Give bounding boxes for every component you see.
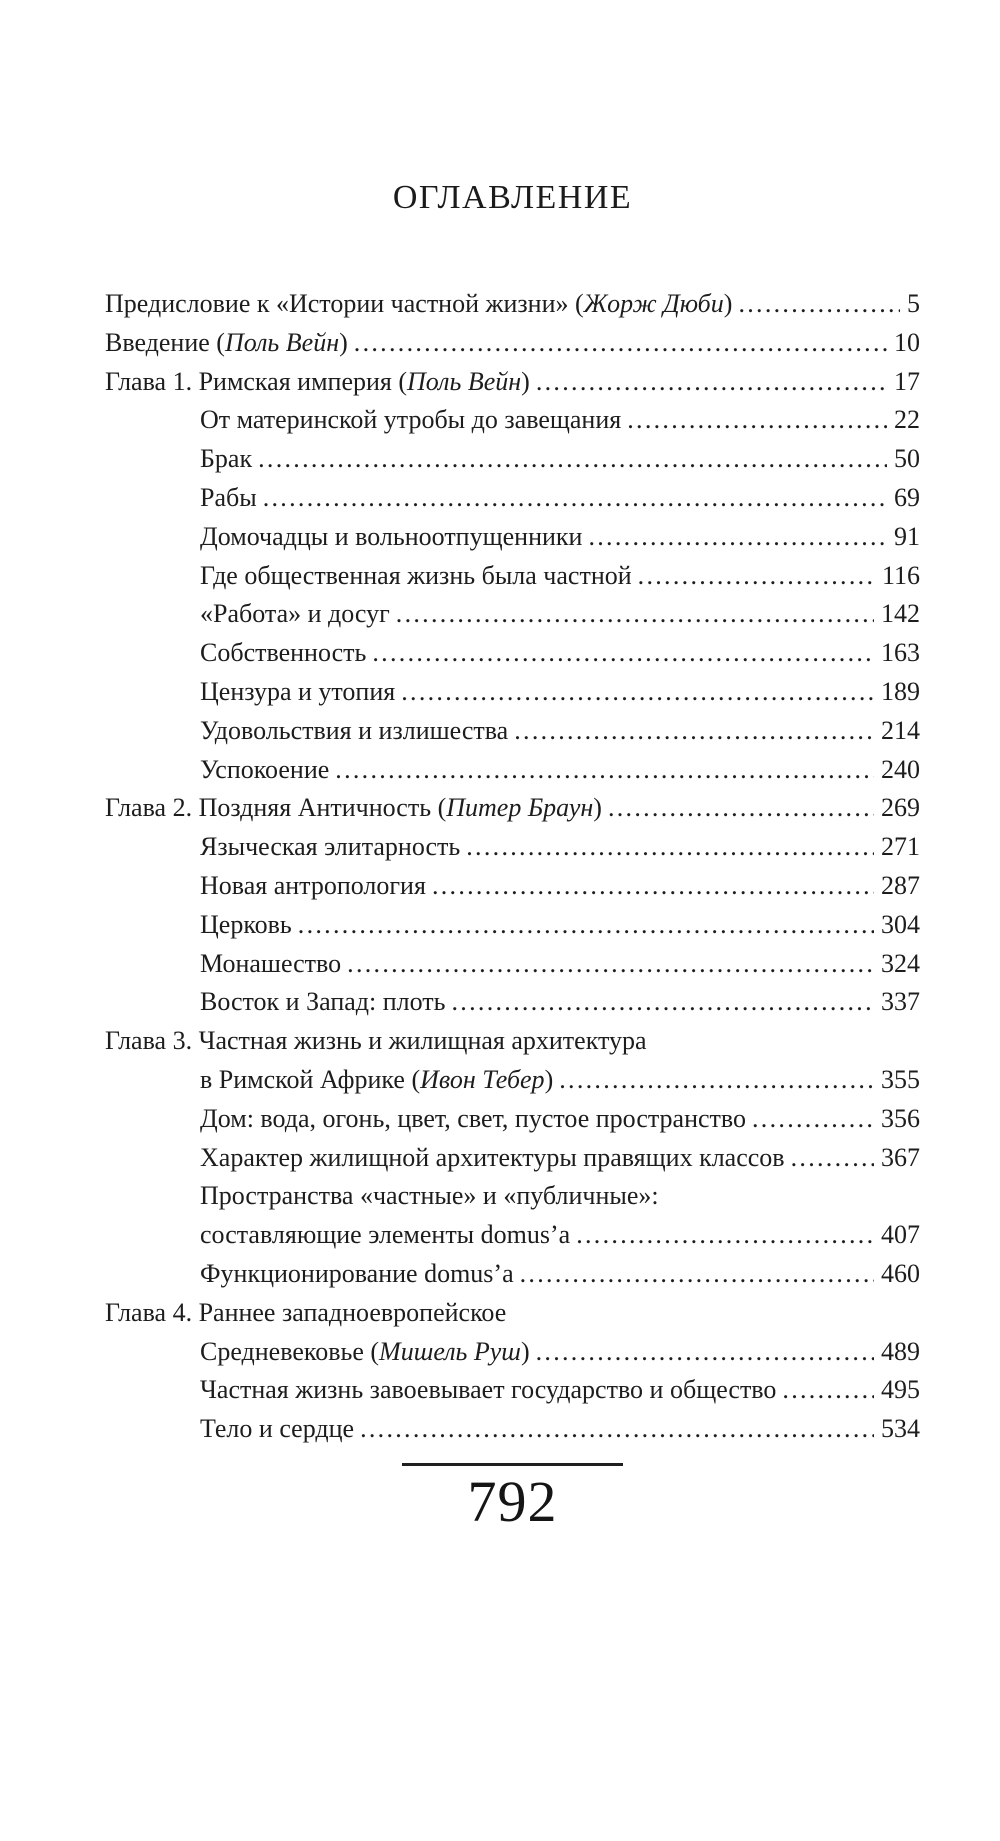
toc-entry-label (200, 634, 366, 673)
toc-entry-text: Глава 2. Поздняя Античность ( (105, 793, 447, 823)
toc-entry-label (105, 1022, 647, 1061)
toc-entry-label (200, 906, 292, 945)
toc-entry-text: Рабы (200, 482, 257, 512)
toc-page-number: 271 (881, 832, 920, 862)
toc-row (105, 1294, 920, 1333)
toc-entry-label (200, 673, 395, 712)
dot-leader (347, 945, 874, 984)
book-page (0, 181, 1000, 1841)
page-footer (105, 1463, 920, 1534)
toc-entry-text: Где общественная жизнь была частной (200, 560, 632, 590)
toc-entry-label (200, 401, 621, 440)
toc-page-number: 163 (881, 638, 920, 668)
toc-row (105, 518, 920, 557)
toc-row (105, 324, 920, 363)
toc-entry-label (105, 324, 348, 363)
toc-page-number: 324 (881, 948, 920, 978)
toc-entry-text: ) (544, 1064, 554, 1094)
toc-row (105, 1255, 920, 1294)
toc-row (105, 1139, 920, 1178)
toc-page-number: 240 (881, 754, 920, 784)
toc-entry-text: Церковь (200, 909, 292, 939)
dot-leader (738, 285, 900, 324)
toc-page-number: 10 (894, 327, 920, 357)
dot-leader (520, 1255, 874, 1294)
toc-row (105, 751, 920, 790)
toc-page-number: 142 (881, 599, 920, 629)
toc-entry-text: ) (593, 793, 602, 823)
toc-entry-text: ) (339, 327, 348, 357)
toc-entry-label (200, 828, 460, 867)
footer-page-number: 792 (467, 1468, 558, 1534)
toc-page-number: 355 (881, 1064, 920, 1094)
toc-row (105, 440, 920, 479)
toc-entry-text: ) (520, 1336, 530, 1366)
toc-row (105, 1061, 920, 1100)
toc-row (105, 557, 920, 596)
toc-row (105, 1371, 920, 1410)
toc-page-number: 407 (881, 1220, 920, 1250)
dot-leader (608, 789, 874, 828)
toc-entry-label (200, 945, 341, 984)
dot-leader (360, 1410, 874, 1449)
toc-page-number: 189 (881, 676, 920, 706)
toc-page-number: 489 (881, 1336, 920, 1366)
toc-entry-text: Глава 3. Частная жизнь и жилищная архитектура (105, 1026, 647, 1056)
toc-entry-text: Средневековье ( (200, 1336, 380, 1366)
toc-page-number: 17 (894, 366, 920, 396)
toc-row (105, 1216, 920, 1255)
toc-entry-label (105, 789, 602, 828)
toc-row (105, 983, 920, 1022)
toc-entry-text: Характер жилищной архитектуры правящих классов (200, 1142, 785, 1172)
toc-entry-text: Дом: вода, огонь, цвет, свет, пустое пространство (200, 1103, 746, 1133)
toc-row (105, 789, 920, 828)
toc-entry-label (200, 1333, 530, 1372)
toc-page-number: 91 (894, 521, 920, 551)
toc-row (105, 712, 920, 751)
toc-row (105, 1100, 920, 1139)
toc-entry-label (200, 595, 390, 634)
toc-row (105, 479, 920, 518)
toc-author-name: Мишель Руш (379, 1336, 521, 1366)
toc-entry-label (200, 518, 582, 557)
toc-page-number: 116 (881, 560, 920, 590)
dot-leader (588, 518, 887, 557)
toc-entry-text: Цензура и утопия (200, 676, 396, 706)
toc-page-number: 269 (881, 793, 920, 823)
dot-leader (263, 479, 887, 518)
toc-entry-label (200, 440, 252, 479)
toc-entry-text: Собственность (200, 638, 367, 668)
toc-row (105, 673, 920, 712)
toc-entry-text: Тело и сердце (200, 1414, 355, 1444)
footer-divider (402, 1463, 623, 1466)
toc-entry-label (200, 1255, 514, 1294)
dot-leader (559, 1061, 874, 1100)
toc-entry-text: Языческая элитарность (200, 832, 461, 862)
dot-leader (335, 751, 874, 790)
toc-entry-text: Глава 4. Раннее западноевропейское (105, 1297, 507, 1327)
toc-entry-label (200, 1139, 785, 1178)
dot-leader (354, 324, 887, 363)
toc-entry-text: Монашество (200, 948, 342, 978)
toc-row (105, 1177, 920, 1216)
toc-row (105, 867, 920, 906)
toc-entry-text: в Римской Африке ( (200, 1064, 421, 1094)
toc-entry-text: Введение ( (105, 327, 225, 357)
toc-list (105, 285, 920, 1449)
toc-page-number: 214 (881, 715, 920, 745)
dot-leader (372, 634, 874, 673)
toc-entry-label (200, 867, 426, 906)
dot-leader (627, 401, 887, 440)
toc-row (105, 595, 920, 634)
dot-leader (396, 595, 874, 634)
toc-entry-label (200, 1100, 746, 1139)
toc-entry-text: Функционирование domus’a (200, 1258, 514, 1288)
dot-leader (536, 1333, 874, 1372)
toc-row (105, 634, 920, 673)
toc-author-name: Поль Вейн (407, 366, 522, 396)
toc-entry-text: Восток и Запад: плоть (200, 987, 446, 1017)
toc-row (105, 828, 920, 867)
dot-leader (782, 1371, 874, 1410)
toc-entry-label (200, 1371, 776, 1410)
toc-entry-label (105, 1294, 506, 1333)
toc-row (105, 363, 920, 402)
page-title: ОГЛАВЛЕНИЕ (392, 179, 633, 216)
toc-author-name: Поль Вейн (224, 327, 340, 357)
toc-row (105, 906, 920, 945)
toc-author-name: Питер Браун (446, 793, 594, 823)
dot-leader (536, 363, 887, 402)
toc-row (105, 945, 920, 984)
toc-page-number: 534 (881, 1414, 920, 1444)
toc-entry-label (200, 479, 257, 518)
toc-entry-text: Пространства «частные» и «публичные»: (200, 1181, 659, 1211)
toc-entry-text: «Работа» и досуг (200, 599, 390, 629)
toc-entry-label (200, 1216, 570, 1255)
dot-leader (752, 1100, 874, 1139)
toc-entry-label (200, 712, 508, 751)
toc-page-number: 460 (881, 1258, 920, 1288)
toc-row (105, 1333, 920, 1372)
toc-entry-text: Домочадцы и вольноотпущенники (200, 521, 583, 551)
toc-entry-text: Брак (200, 444, 253, 474)
toc-entry-text: Глава 1. Римская империя ( (105, 366, 408, 396)
toc-entry-label (200, 1177, 659, 1216)
toc-page-number: 287 (881, 870, 920, 900)
toc-author-name: Жорж Дюби (583, 289, 724, 318)
dot-leader (514, 712, 874, 751)
toc-entry-text: ) (723, 289, 733, 318)
toc-page-number: 5 (907, 289, 920, 318)
toc-page-number: 495 (881, 1375, 920, 1405)
dot-leader (452, 983, 875, 1022)
toc-entry-text: Предисловие к «Истории частной жизни» ( (105, 289, 584, 318)
toc-page-number: 337 (881, 987, 920, 1017)
toc-entry-label (105, 285, 732, 324)
toc-row (105, 1410, 920, 1449)
toc-entry-text: От материнской утробы до завещания (200, 405, 622, 435)
toc-entry-text: Успокоение (200, 754, 330, 784)
toc-entry-label (200, 557, 632, 596)
dot-leader (258, 440, 887, 479)
dot-leader (401, 673, 874, 712)
toc-entry-text: Частная жизнь завоевывает государство и общество (200, 1375, 777, 1405)
toc-page-number: 304 (881, 909, 920, 939)
dot-leader (432, 867, 874, 906)
toc-entry-label (105, 363, 530, 402)
toc-entry-label (200, 1410, 354, 1449)
toc-page-number: 69 (894, 482, 920, 512)
dot-leader (576, 1216, 874, 1255)
toc-entry-text: Новая антропология (200, 870, 426, 900)
toc-row (105, 401, 920, 440)
toc-entry-text: ) (521, 366, 530, 396)
toc-row (105, 1022, 920, 1061)
dot-leader (791, 1139, 874, 1178)
toc-page-number: 22 (894, 405, 920, 435)
toc-page-number: 50 (894, 444, 920, 474)
dot-leader (466, 828, 874, 867)
toc-entry-label (200, 983, 446, 1022)
toc-page-number: 367 (881, 1142, 920, 1172)
toc-entry-label (200, 751, 329, 790)
toc-page-number: 356 (881, 1103, 920, 1133)
toc-author-name: Ивон Тебер (420, 1064, 545, 1094)
toc-row (105, 285, 920, 324)
dot-leader (298, 906, 874, 945)
toc-entry-text: составляющие элементы domus’a (200, 1220, 571, 1250)
dot-leader (638, 557, 875, 596)
toc-entry-text: Удовольствия и излишества (200, 715, 509, 745)
toc-entry-label (200, 1061, 553, 1100)
